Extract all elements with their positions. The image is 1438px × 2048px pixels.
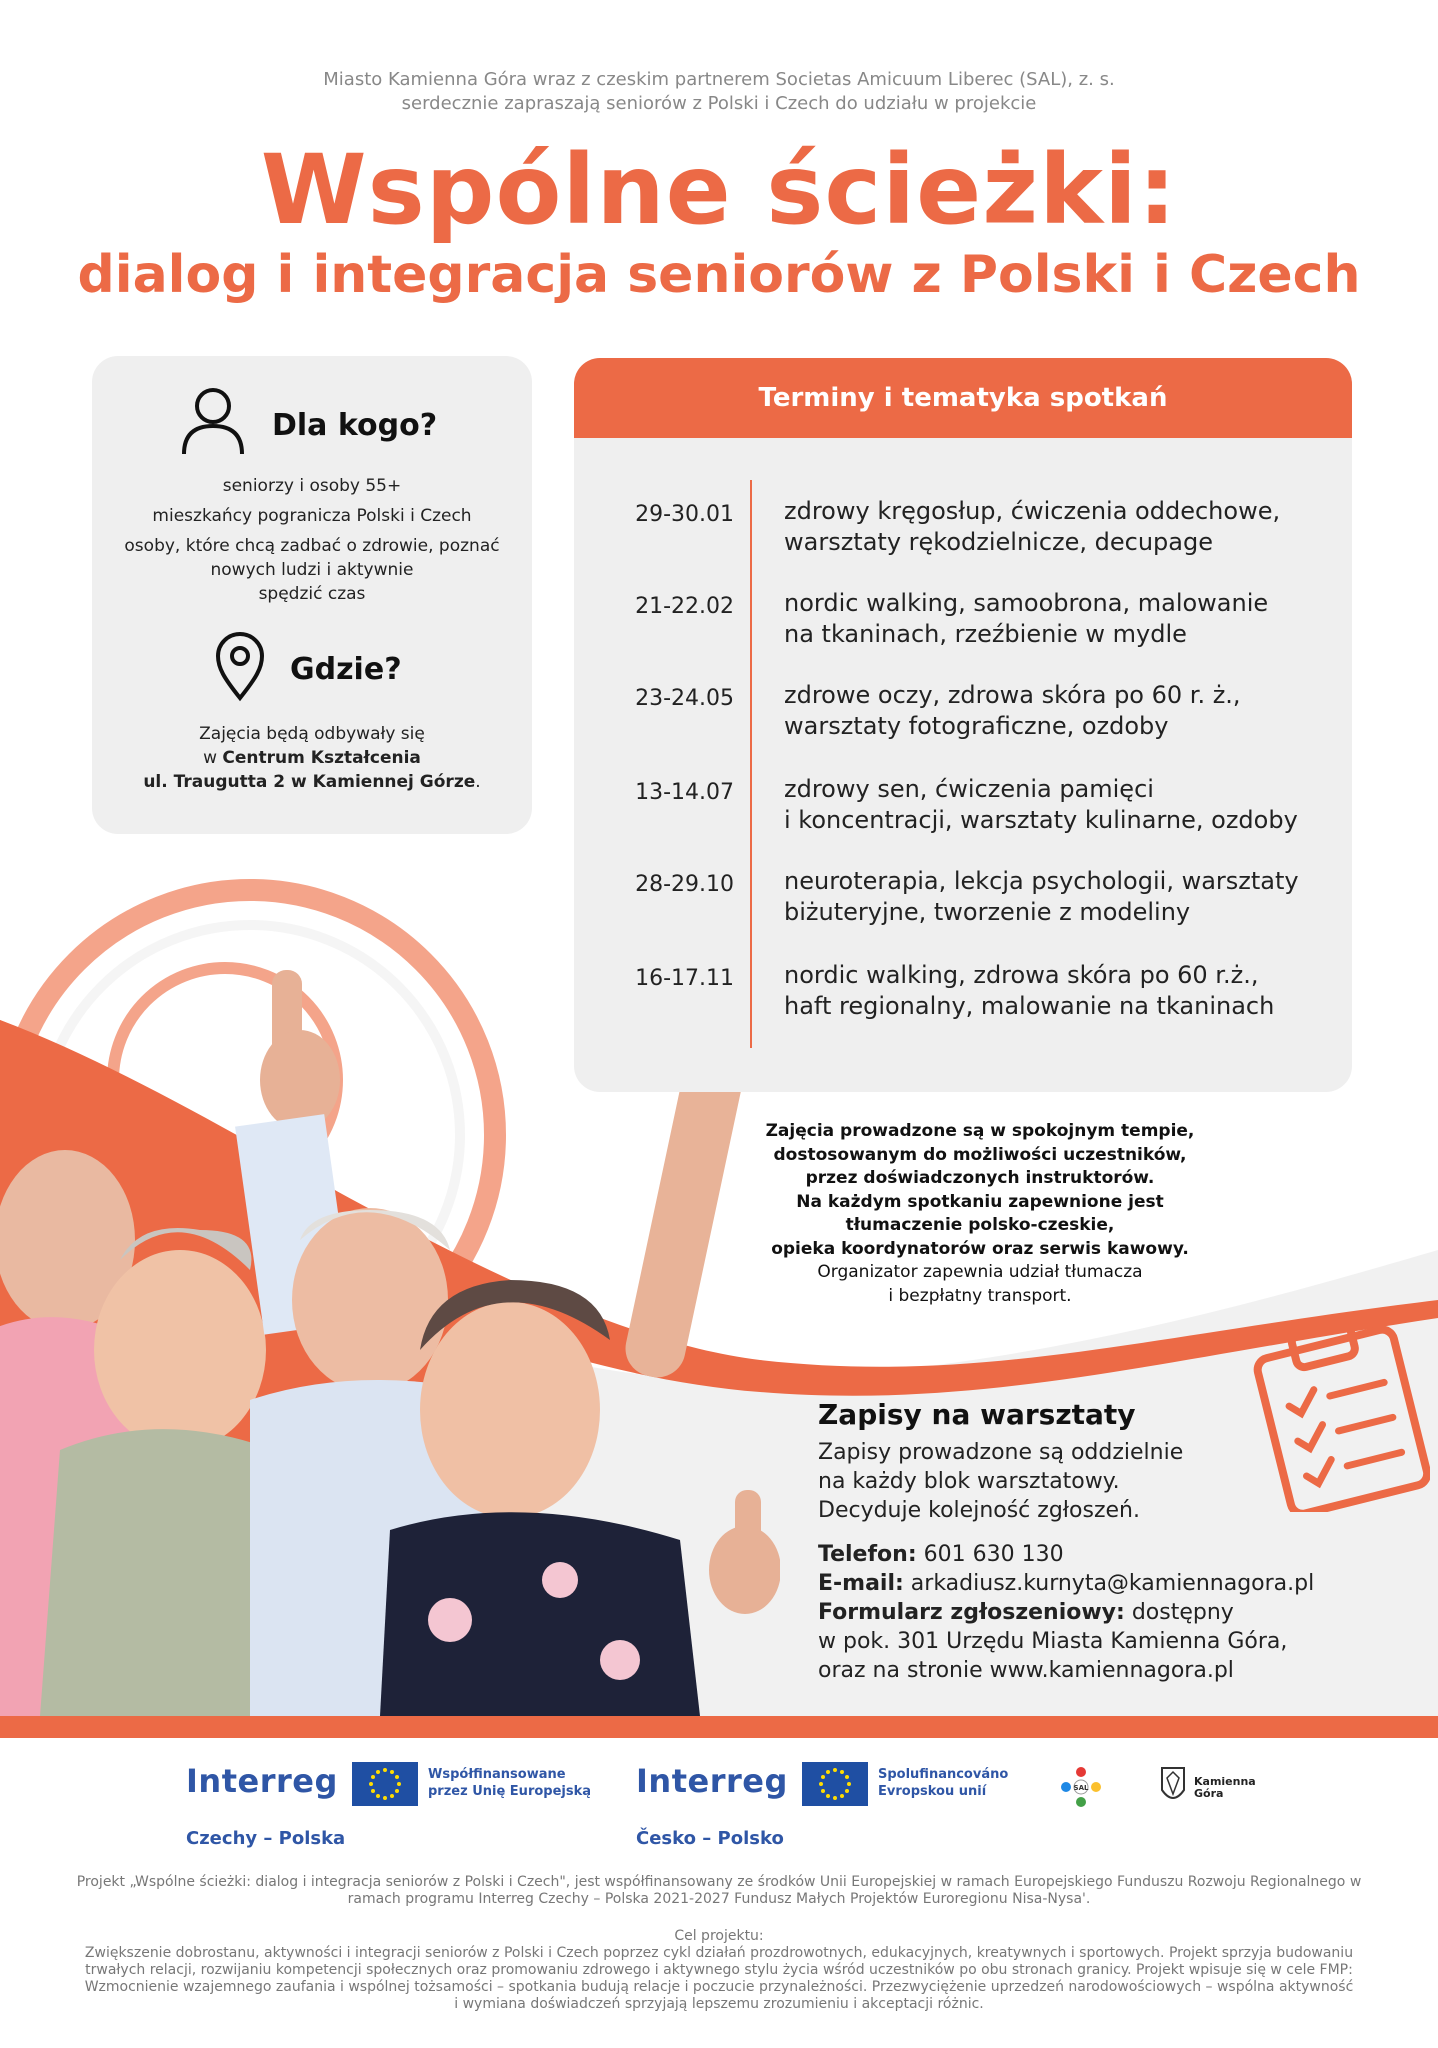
schedule-date: 29-30.01	[635, 502, 734, 527]
eu-text-line: przez Unię Europejską	[428, 1784, 592, 1799]
note-line: przez doświadczonych instruktorów.	[805, 1168, 1155, 1188]
phone-link[interactable]: 601 630 130	[916, 1542, 1064, 1567]
schedule-topic-line: i koncentracji, warsztaty kulinarne, ozdoby	[784, 806, 1298, 834]
schedule-topic-line: zdrowy sen, ćwiczenia pamięci	[784, 775, 1154, 803]
schedule-topic	[784, 496, 1344, 558]
schedule-topic-line: warsztaty rękodzielnicze, decupage	[784, 528, 1213, 556]
project-goal	[30, 1928, 1408, 2013]
email-label: E-mail:	[818, 1571, 904, 1596]
eu-text-line: Evropskou unií	[878, 1784, 987, 1799]
where-center: Centrum Kształcenia	[222, 748, 421, 768]
schedule-topic-line: na tkaninach, rzeźbienie w mydle	[784, 620, 1187, 648]
intro-line-1: Miasto Kamienna Góra wraz z czeskim partnerem Societas Amicuum Liberec (SAL), z. s.	[323, 69, 1115, 90]
schedule-topic-line: nordic walking, zdrowa skóra po 60 r.ż.,	[784, 961, 1259, 989]
goal-line: Wzmocnienie wzajemnego zaufania i wspólnej tożsamości – spotkania budują relacje i poczucie przynależności. Przezwyciężenie uprzedzeń narodowościowych – wspólna aktywność	[84, 1979, 1354, 1995]
person-icon	[180, 386, 246, 456]
sal-logo-text: SAL	[1073, 1784, 1089, 1792]
schedule-topic-line: zdrowe oczy, zdrowa skóra po 60 r. ż.,	[784, 681, 1241, 709]
note-line: dostosowanym do możliwości uczestników,	[773, 1144, 1187, 1165]
goal-line: Zwiększenie dobrostanu, aktywności i integracji seniorów z Polski i Czech poprzez cykl działań prozdrowotnych, edukacyjnych, kreatywnych i sportowych. Projekt sprzyja budowaniu	[84, 1945, 1354, 1961]
kamienna-gora-emblem	[1156, 1764, 1190, 1808]
schedule-topic-line: warsztaty fotograficzne, ozdoby	[784, 712, 1169, 740]
signup-line: Zapisy prowadzone są oddzielnie	[818, 1440, 1184, 1465]
interreg-sub-pl: Czechy – Polska	[186, 1828, 346, 1849]
where-suffix: .	[475, 772, 481, 792]
where-line-1: Zajęcia będą odbywały się	[199, 724, 425, 744]
signup-line: Decyduje kolejność zgłoszeń.	[818, 1498, 1140, 1523]
contact-email	[818, 1569, 1378, 1598]
where-line-2	[92, 746, 532, 770]
where-address: ul. Traugutta 2 w Kamiennej Górze	[143, 772, 476, 792]
form-line-3[interactable]: oraz na stronie www.kamiennagora.pl	[818, 1658, 1234, 1683]
form-line-2: w pok. 301 Urzędu Miasta Kamienna Góra,	[818, 1629, 1288, 1654]
where-heading: Gdzie?	[290, 652, 402, 687]
project-line: ramach programu Interreg Czechy – Polska 2021-2027 Fundusz Małych Projektów Euroregionu Nisa-Nysa'.	[347, 1891, 1091, 1907]
for-whom-item: nowych ludzi i aktywnie	[210, 560, 414, 580]
eu-flag-icon	[352, 1762, 418, 1806]
schedule-topic	[784, 774, 1344, 836]
schedule-topic	[784, 866, 1344, 928]
schedule-topic	[784, 680, 1344, 742]
for-whom-item: osoby, które chcą zadbać o zdrowie, poznać	[124, 536, 500, 556]
eu-text-line: Spolufinancováno	[878, 1767, 1009, 1782]
goal-label: Cel projektu:	[674, 1928, 764, 1944]
note-line: Organizator zapewnia udział tłumacza	[817, 1262, 1143, 1282]
interreg-logo-cz: Interreg	[636, 1762, 788, 1800]
intro-text	[0, 68, 1438, 116]
schedule-date: 16-17.11	[635, 966, 734, 991]
signup-line: na każdy blok warsztatowy.	[818, 1469, 1120, 1494]
form-label: Formularz zgłoszeniowy:	[818, 1600, 1125, 1625]
note-line: tłumaczenie polsko-czeskie,	[845, 1215, 1115, 1235]
signup-text	[818, 1438, 1278, 1525]
email-link[interactable]: arkadiusz.kurnyta@kamiennagora.pl	[903, 1571, 1315, 1596]
where-prefix: w	[203, 748, 223, 768]
schedule-date: 23-24.05	[635, 686, 734, 711]
footer-bar	[0, 1716, 1438, 1738]
eu-cofinance-cz	[878, 1766, 1008, 1800]
interreg-logo-pl: Interreg	[186, 1762, 338, 1800]
schedule-card	[574, 358, 1352, 1092]
form-text: dostępny	[1124, 1600, 1234, 1625]
note-line: Zajęcia prowadzone są w spokojnym tempie,	[765, 1121, 1195, 1141]
eu-cofinance-pl	[428, 1766, 591, 1800]
info-note	[720, 1120, 1240, 1308]
for-whom-item: mieszkańcy pogranicza Polski i Czech	[152, 506, 472, 526]
interreg-sub-cz: Česko – Polsko	[636, 1828, 784, 1849]
eu-flag-icon	[802, 1762, 868, 1806]
contact-phone	[818, 1540, 1378, 1569]
kg-line: Góra	[1194, 1787, 1224, 1800]
goal-line: trwałych relacji, rozwijaniu kompetencji społecznych oraz promowaniu zdrowego i aktywnego stylu życia wśród uczestników po obu stronach granicy. Projekt wpisuje się w cele FMP:	[85, 1962, 1353, 1978]
contact-info	[818, 1540, 1378, 1685]
kamienna-gora-logo-text	[1194, 1776, 1256, 1800]
page-subtitle: dialog i integracja seniorów z Polski i Czech	[77, 245, 1361, 305]
schedule-topic-line: biżuteryjne, tworzenie z modeliny	[784, 898, 1191, 926]
location-pin-icon	[214, 632, 266, 702]
for-whom-heading: Dla kogo?	[272, 408, 438, 443]
schedule-heading: Terminy i tematyka spotkań	[574, 358, 1352, 438]
kg-line: Kamienna	[1194, 1775, 1256, 1788]
where-line-3	[92, 770, 532, 794]
schedule-date: 21-22.02	[635, 594, 734, 619]
note-line: i bezpłatny transport.	[888, 1285, 1072, 1306]
intro-line-2: serdecznie zapraszają seniorów z Polski i Czech do udziału w projekcie	[401, 93, 1037, 114]
schedule-topic	[784, 588, 1344, 650]
schedule-topic	[784, 960, 1344, 1022]
info-card-left	[92, 356, 532, 834]
eu-text-line: Współfinansowane	[428, 1767, 566, 1782]
for-whom-item: seniorzy i osoby 55+	[222, 476, 402, 496]
schedule-topic-line: neuroterapia, lekcja psychologii, warsztaty	[784, 867, 1299, 895]
signup-heading: Zapisy na warsztaty	[818, 1398, 1136, 1431]
note-line: opieka koordynatorów oraz serwis kawowy.	[771, 1238, 1189, 1259]
schedule-date: 28-29.10	[635, 872, 734, 897]
schedule-date: 13-14.07	[635, 780, 734, 805]
goal-line: i wymiana doświadczeń sprzyjają lepszemu zrozumieniu i akceptacji różnic.	[454, 1996, 984, 2012]
page-title: Wspólne ścieżki:	[260, 134, 1178, 246]
project-description	[30, 1874, 1408, 1908]
sal-logo	[1058, 1764, 1104, 1810]
project-line: Projekt „Wspólne ścieżki: dialog i integracja seniorów z Polski i Czech", jest współfinansowany ze środków Unii Europejskiej w ramach Europejskiego Funduszu Rozwoju Regionalnego w	[76, 1874, 1362, 1890]
schedule-topic-line: haft regionalny, malowanie na tkaninach	[784, 992, 1275, 1020]
schedule-topic-line: nordic walking, samoobrona, malowanie	[784, 589, 1269, 617]
note-line: Na każdym spotkaniu zapewnione jest	[796, 1191, 1164, 1212]
for-whom-item: spędzić czas	[258, 584, 366, 604]
contact-form	[818, 1598, 1378, 1627]
phone-label: Telefon:	[818, 1542, 917, 1567]
schedule-topic-line: zdrowy kręgosłup, ćwiczenia oddechowe,	[784, 497, 1281, 525]
schedule-divider	[750, 480, 752, 1048]
